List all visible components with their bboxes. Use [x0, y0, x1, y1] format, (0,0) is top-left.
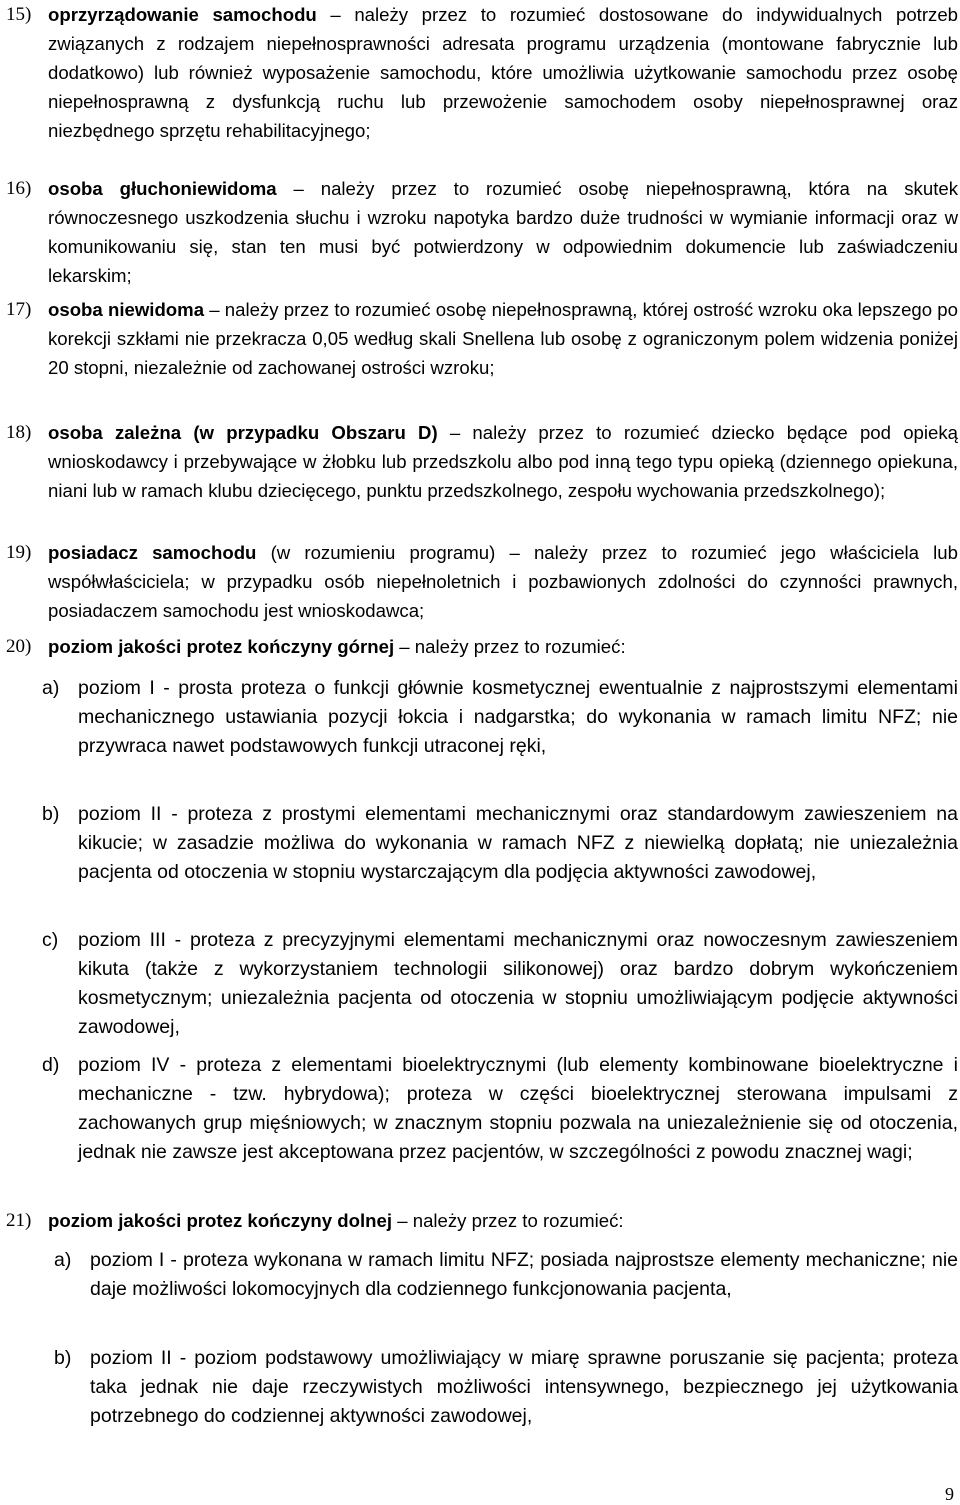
item-number: 18) — [6, 422, 32, 443]
definition-body — [48, 632, 958, 661]
lower-limb-level-b — [54, 1344, 958, 1431]
item-number: 16) — [6, 178, 32, 199]
defined-term: poziom jakości protez kończyny dolnej — [48, 1210, 393, 1231]
definition-body — [48, 1206, 958, 1235]
definition-18 — [6, 418, 958, 505]
lower-limb-level-a — [54, 1246, 958, 1304]
defined-term: osoba zależna (w przypadku Obszaru D) — [48, 422, 438, 443]
item-number: 21) — [6, 1210, 32, 1231]
defined-term: osoba niewidoma — [48, 299, 205, 320]
sub-item-text: poziom IV - proteza z elementami bioelektrycznymi (lub elementy kombinowane bioelektryczne i mechaniczne - tzw. hybrydowa); proteza w części bioelektrycznej sterowana impulsami z zachowanych grup mięśniowych; w znacznym stopniu pozwala na uniezależnienie się od otoczenia, jednak nie zawsze jest akceptowana przez pacjentów, w szczególności z powodu znacznej wagi; — [78, 1054, 958, 1163]
defined-term: posiadacz samochodu — [48, 542, 257, 563]
sub-item-label: a) — [42, 677, 60, 699]
defined-term: poziom jakości protez kończyny górnej — [48, 636, 395, 657]
definition-body — [48, 418, 958, 505]
upper-limb-level-c — [42, 926, 958, 1042]
definition-15 — [6, 0, 958, 145]
definition-text: – należy przez to rozumieć osobę niepełnosprawną, której ostrość wzroku oka lepszego po korekcji szkłami nie przekracza 0,05 według skali Snellena lub osobę z ograniczonym polem widzenia poniżej 20 stopni, niezależnie od zachowanej ostrości wzroku; — [48, 299, 958, 378]
sub-item-text: poziom I - prosta proteza o funkcji głównie kosmetycznej ewentualnie z najprostszymi elementami mechanicznego ustawiania pozycji łokcia i nadgarstka; do wykonania w ramach limitu NFZ; nie przywraca nawet podstawowych funkcji utraconej ręki, — [78, 677, 958, 757]
upper-limb-level-d — [42, 1051, 958, 1167]
definition-17 — [6, 295, 958, 382]
sub-item-label: b) — [54, 1347, 72, 1369]
sub-item-label: a) — [54, 1249, 72, 1271]
upper-limb-level-b — [42, 800, 958, 887]
definition-text: (w rozumieniu programu) – należy przez to rozumieć jego właściciela lub współwłaściciela; w przypadku osób niepełnoletnich i pozbawionych zdolności do czynności prawnych, posiadaczem samochodu jest wnioskodawca; — [48, 542, 958, 621]
definition-text: – należy przez to rozumieć: — [394, 636, 626, 657]
definition-body — [48, 0, 958, 145]
item-number: 17) — [6, 299, 32, 320]
definition-21 — [6, 1206, 958, 1235]
definition-text: – należy przez to rozumieć dostosowane do indywidualnych potrzeb związanych z rodzajem niepełnosprawności adresata programu urządzenia (montowane fabrycznie lub dodatkowo) lub również wyposażenie samochodu, które umożliwia użytkowanie samochodu przez osobę niepełnosprawną z dysfunkcją ruchu lub przewożenie samochodem osoby niepełnosprawnej oraz niezbędnego sprzętu rehabilitacyjnego; — [48, 4, 959, 141]
item-number: 19) — [6, 542, 32, 563]
item-number: 15) — [6, 4, 32, 25]
definition-text: – należy przez to rozumieć osobę niepełnosprawną, która na skutek równoczesnego uszkodzenia słuchu i wzroku napotyka bardzo duże trudności w wymianie informacji oraz w komunikowaniu się, stan ten musi być potwierdzony w odpowiednim dokumencie lub zaświadczeniu lekarskim; — [48, 178, 958, 286]
sub-item-text: poziom III - proteza z precyzyjnymi elementami mechanicznymi oraz nowoczesnym zawieszeniem kikuta (także z wykorzystaniem technologii silikonowej) oraz bardzo dobrym wykończeniem kosmetycznym; uniezależnia pacjenta od otoczenia w stopniu umożliwiającym podjęcie aktywności zawodowej, — [78, 929, 958, 1038]
sub-item-label: d) — [42, 1054, 60, 1076]
sub-item-label: b) — [42, 803, 60, 825]
definition-body — [48, 295, 958, 382]
sub-item-text: poziom I - proteza wykonana w ramach limitu NFZ; posiada najprostsze elementy mechaniczne; nie daje możliwości lokomocyjnych dla codziennego funkcjonowania pacjenta, — [90, 1249, 958, 1300]
definition-text: – należy przez to rozumieć dziecko będące pod opieką wnioskodawcy i przebywające w żłobku lub przedszkolu albo pod inną tego typu opieką (dziennego opiekuna, niani lub w ramach klubu dziecięcego, punktu przedszkolnego, zespołu wychowania przedszkolnego); — [48, 422, 958, 501]
definition-body — [48, 174, 958, 290]
item-number: 20) — [6, 636, 32, 657]
definition-19 — [6, 538, 958, 625]
page-number: 9 — [945, 1484, 954, 1504]
defined-term: osoba głuchoniewidoma — [48, 178, 277, 199]
defined-term: oprzyrządowanie samochodu — [48, 4, 317, 25]
definition-body — [48, 538, 958, 625]
upper-limb-level-a — [42, 674, 958, 761]
definition-20 — [6, 632, 958, 661]
sub-item-label: c) — [42, 929, 59, 951]
definition-text: – należy przez to rozumieć: — [392, 1210, 624, 1231]
sub-item-text: poziom II - proteza z prostymi elementami mechanicznymi oraz standardowym zawieszeniem na kikucie; w zasadzie możliwa do wykonania w ramach NFZ z niewielką dopłatą; nie uniezależnia pacjenta od otoczenia w stopniu wystarczającym dla podjęcia aktywności zawodowej, — [78, 803, 958, 883]
definition-16 — [6, 174, 958, 290]
sub-item-text: poziom II - poziom podstawowy umożliwiający w miarę sprawne poruszanie się pacjenta; proteza taka jednak nie daje rzeczywistych możliwości intensywnego, bezpiecznego jej użytkowania potrzebnego do codziennej aktywności zawodowej, — [90, 1347, 958, 1427]
